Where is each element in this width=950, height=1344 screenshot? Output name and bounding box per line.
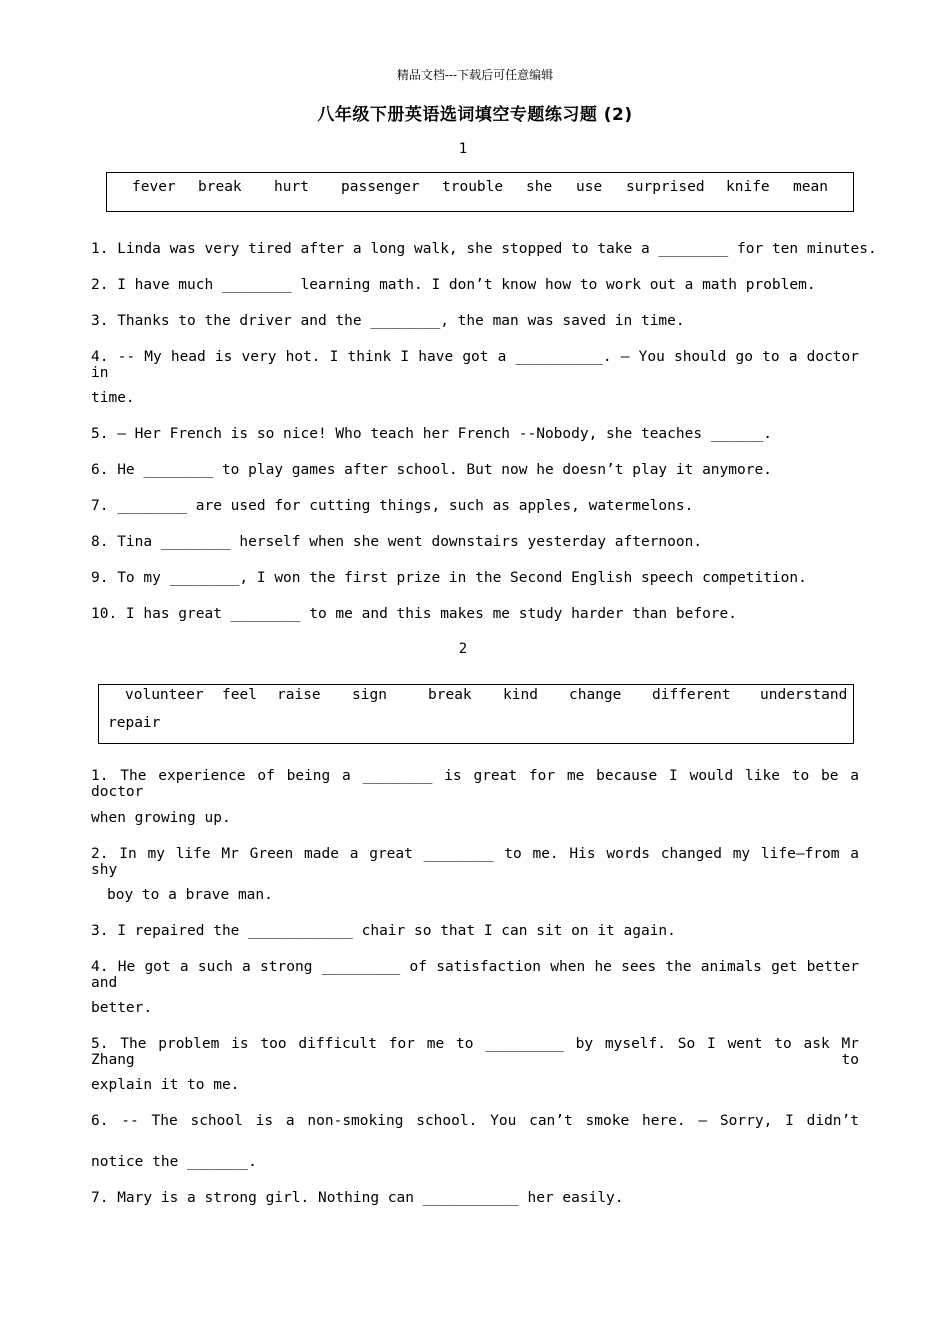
word-bank-item: different	[652, 687, 731, 703]
question-line: 8. Tina ________ herself when she went downstairs yesterday afternoon.	[91, 534, 703, 550]
question-line: better.	[91, 1000, 153, 1016]
word-bank-item: fever	[132, 179, 176, 195]
word-bank-item: knife	[726, 179, 770, 195]
question-line: 2. I have much ________ learning math. I don’t know how to work out a math problem.	[91, 277, 816, 293]
word-bank-item: change	[569, 687, 622, 703]
question-line: 6. -- The school is a non-smoking school. You can’t smoke here. – Sorry, I didn’t	[91, 1113, 859, 1129]
word-bank-item: mean	[793, 179, 828, 195]
question-line: 3. I repaired the ____________ chair so that I can sit on it again.	[91, 923, 676, 939]
question-line: 4. He got a such a strong _________ of satisfaction when he sees the animals get better and	[91, 959, 859, 991]
question-line: 5. – Her French is so nice! Who teach her French --Nobody, she teaches ______.	[91, 426, 772, 442]
word-bank-item: sign	[352, 687, 387, 703]
word-bank-item: break	[198, 179, 242, 195]
question-line: 10. I has great ________ to me and this makes me study harder than before.	[91, 606, 738, 622]
question-line: 1. The experience of being a ________ is great for me because I would like to be a doctor	[91, 768, 859, 800]
word-bank-item: kind	[503, 687, 538, 703]
word-bank-item: use	[576, 179, 603, 195]
word-bank-item: passenger	[341, 179, 420, 195]
question-line: time.	[91, 390, 135, 406]
question-line: 6. He ________ to play games after school. But now he doesn’t play it anymore.	[91, 462, 772, 478]
word-bank-item: feel	[222, 687, 257, 703]
section-1-word-box	[106, 172, 854, 212]
section-1-number: 1	[458, 141, 468, 157]
question-line: 5. The problem is too difficult for me to _________ by myself. So I went to ask Mr Zhang to	[91, 1036, 859, 1068]
question-line: 7. Mary is a strong girl. Nothing can ___________ her easily.	[91, 1190, 624, 1206]
question-line: 7. ________ are used for cutting things, such as apples, watermelons.	[91, 498, 694, 514]
header-note: 精品文档---下载后可任意编辑	[396, 68, 554, 82]
word-bank-item: trouble	[442, 179, 504, 195]
word-bank-item: she	[526, 179, 553, 195]
word-bank-item: understand	[760, 687, 848, 703]
question-line: explain it to me.	[91, 1077, 240, 1093]
word-bank-item: raise	[277, 687, 321, 703]
word-bank-item: break	[428, 687, 472, 703]
section-2-word-box	[98, 684, 854, 744]
word-bank-item: hurt	[274, 179, 309, 195]
question-line: 4. -- My head is very hot. I think I have got a __________. – You should go to a doctor in	[91, 349, 859, 381]
question-line: 3. Thanks to the driver and the ________, the man was saved in time.	[91, 313, 685, 329]
question-line: 9. To my ________, I won the first prize in the Second English speech competition.	[91, 570, 807, 586]
word-bank-item: surprised	[626, 179, 705, 195]
question-line: when growing up.	[91, 810, 231, 826]
section-2-number: 2	[458, 641, 468, 657]
question-line: boy to a brave man.	[107, 887, 273, 903]
page-title: 八年级下册英语选词填空专题练习题 (2)	[317, 105, 633, 125]
question-line: 1. Linda was very tired after a long walk, she stopped to take a ________ for ten minutes.	[91, 241, 877, 257]
word-bank-item: volunteer	[125, 687, 204, 703]
question-line: 2. In my life Mr Green made a great ________ to me. His words changed my life—from a shy	[91, 846, 859, 878]
question-line: notice the _______.	[91, 1154, 257, 1170]
word-bank-item: repair	[108, 715, 161, 731]
